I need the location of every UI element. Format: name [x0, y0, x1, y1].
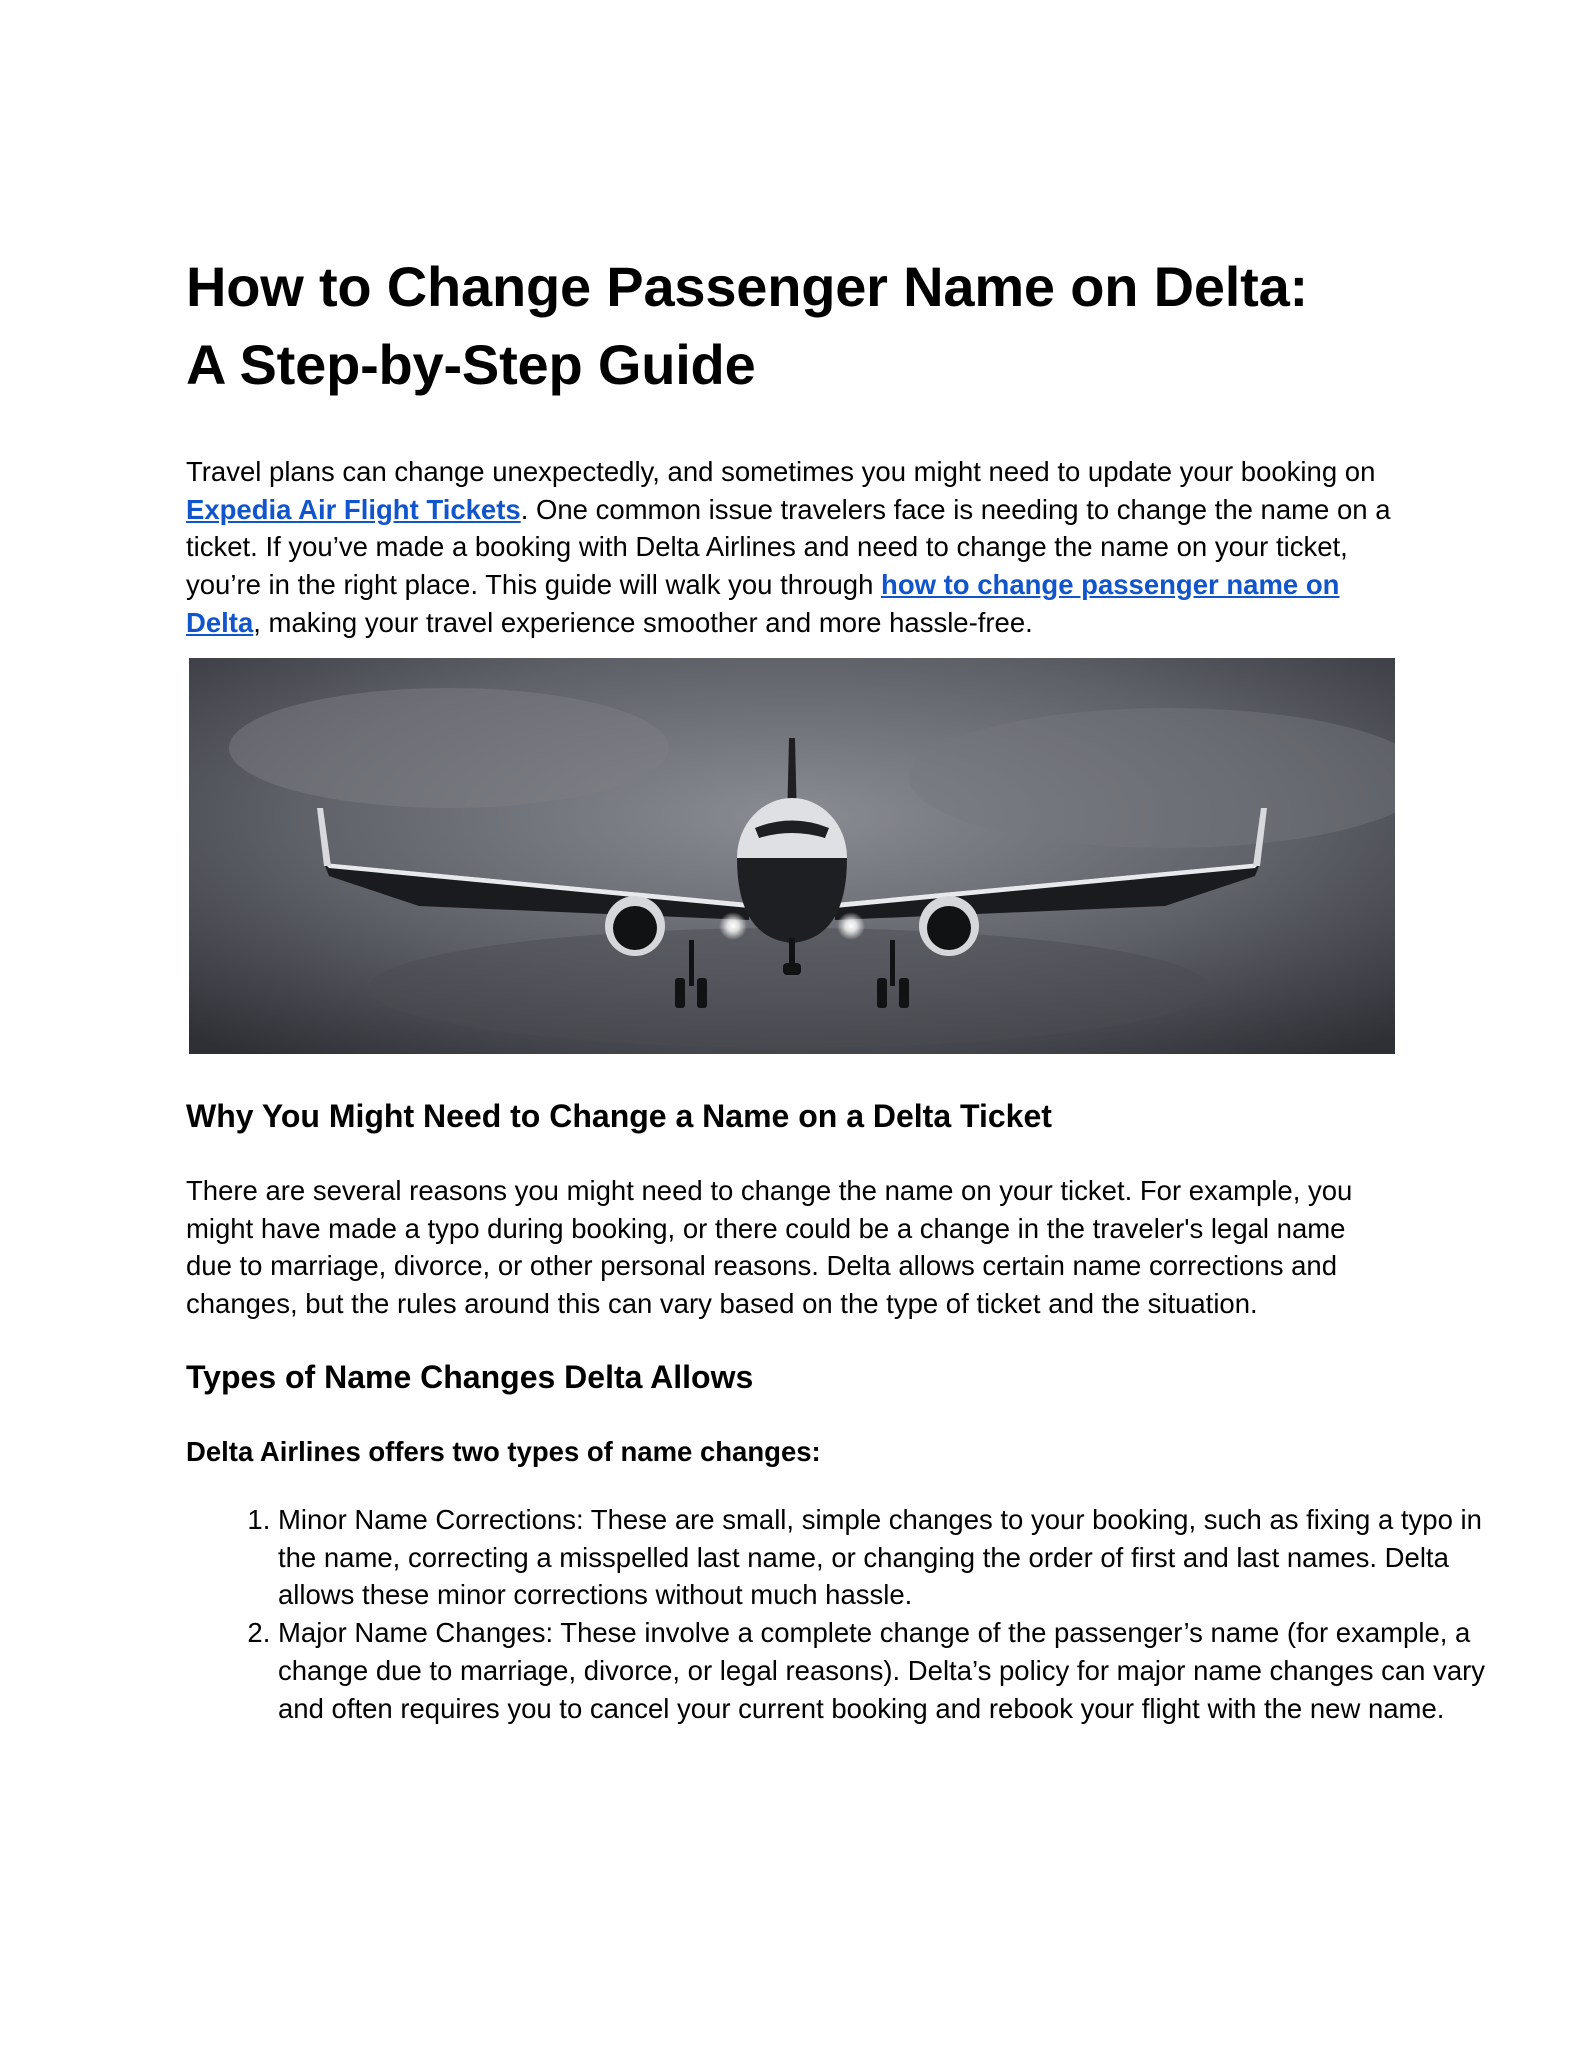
- intro-text-3: , making your travel experience smoother and more hassle-free.: [253, 606, 1033, 638]
- name-change-types-list: [186, 1501, 1490, 1727]
- types-subheading: Delta Airlines offers two types of name changes:: [186, 1436, 821, 1467]
- list-item: 2. Major Name Changes: These involve a complete change of the passenger’s name (for example, a change due to marriage, divorce, or legal reasons). Delta’s policy for major name changes can vary and often requires you to cancel your current booking and rebook your flight with the new name.: [278, 1614, 1490, 1727]
- intro-text-1: Travel plans can change unexpectedly, and sometimes you might need to update your booking on: [186, 456, 1376, 487]
- airplane-image: [189, 658, 1395, 1054]
- expedia-link[interactable]: Expedia Air Flight Tickets: [186, 493, 521, 525]
- section-why-paragraph: There are several reasons you might need to change the name on your ticket. For example, you might have made a typo during booking, or there could be a change in the traveler's legal name due to marriage, divorce, or other personal reasons. Delta allows certain name corrections and changes, but the rules around this can vary based on the type of ticket and the situation.: [186, 1175, 1353, 1320]
- section-heading-why: Why You Might Need to Change a Name on a Delta Ticket: [186, 1098, 1052, 1134]
- document-page: [186, 248, 1486, 1724]
- list-item: 1. Minor Name Corrections: These are small, simple changes to your booking, such as fixing a typo in the name, correcting a misspelled last name, or changing the order of first and last names. Delta allows these minor corrections without much hassle.: [278, 1501, 1490, 1614]
- page-title: [186, 248, 1398, 404]
- title-line-2: A Step-by-Step Guide: [186, 333, 756, 396]
- section-heading-types: Types of Name Changes Delta Allows: [186, 1359, 754, 1395]
- intro-text-2: . One common issue travelers face is needing to change the name on a ticket. If you’ve made a booking with Delta Airlines and need to change the name on your ticket, you’re in the right place. This guide will walk you through: [186, 493, 1391, 601]
- title-line-1: How to Change Passenger Name on Delta:: [186, 255, 1308, 318]
- change-name-link[interactable]: how to change passenger name on Delta: [186, 569, 1340, 638]
- intro-paragraph: [186, 453, 1398, 642]
